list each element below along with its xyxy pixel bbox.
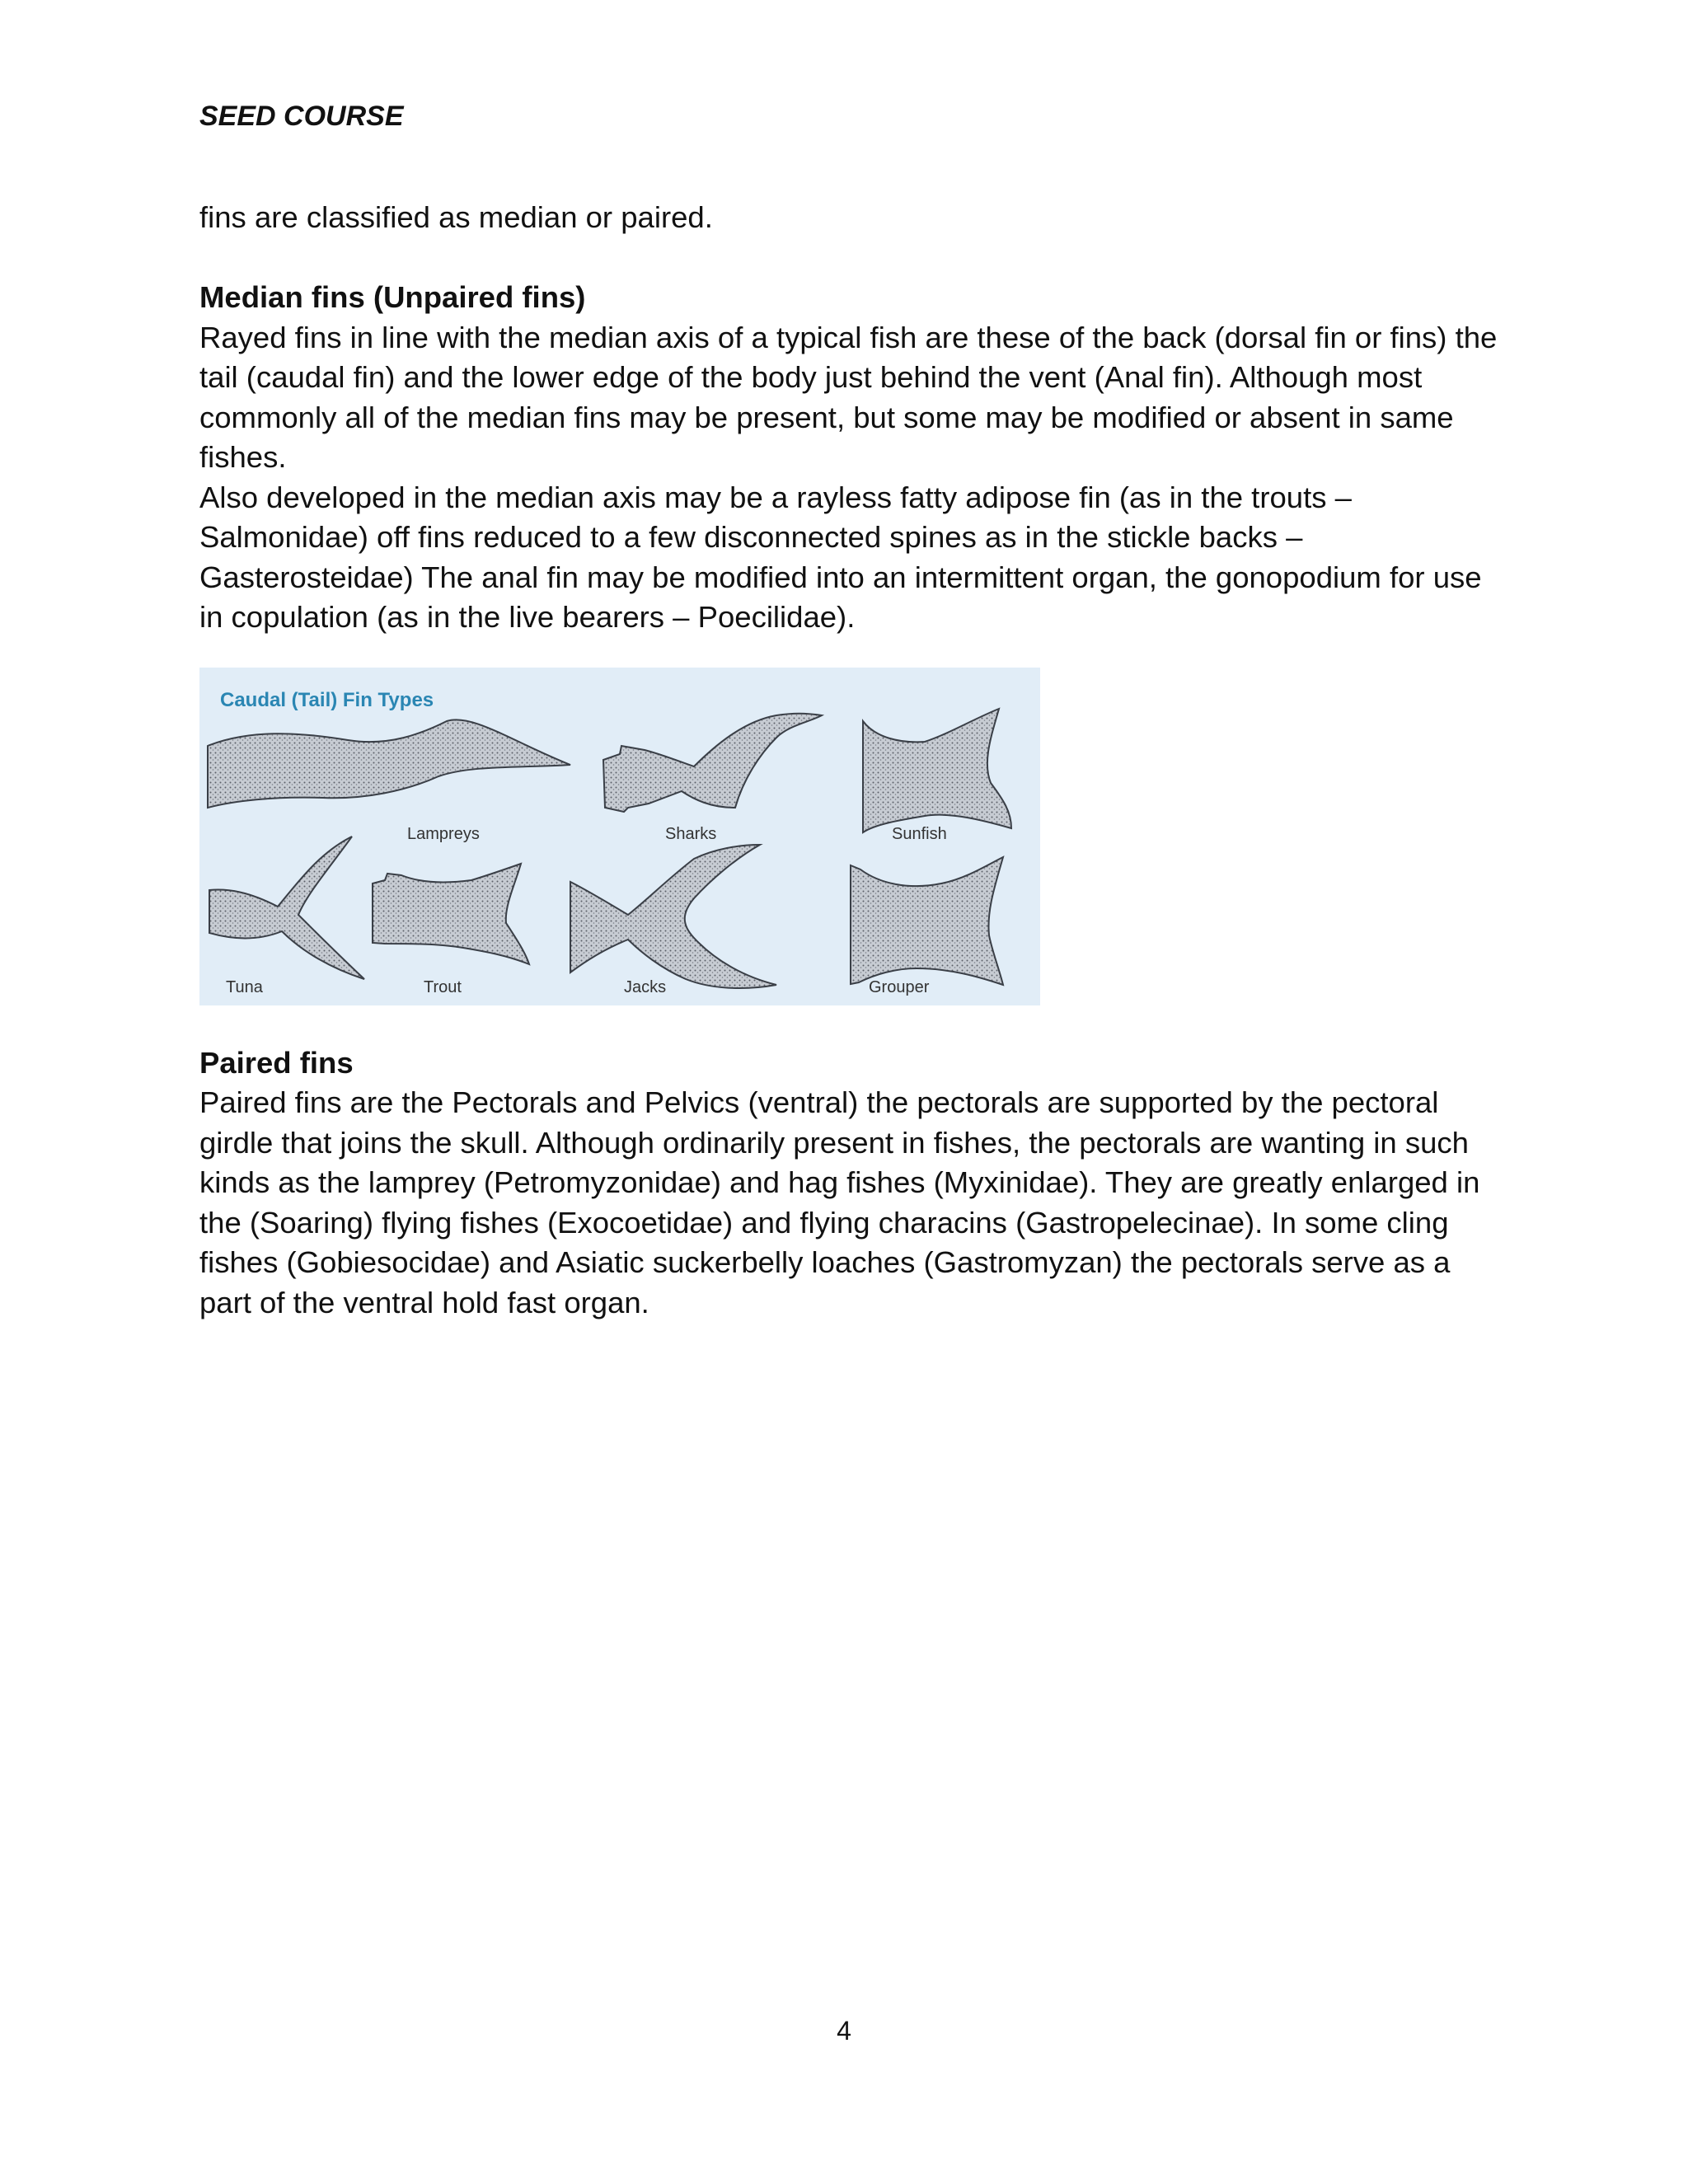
- page-body: [199, 198, 1502, 1323]
- label-tuna: Tuna: [226, 977, 263, 996]
- figure-title: Caudal (Tail) Fin Types: [220, 688, 434, 711]
- paired-fins-heading: Paired fins: [199, 1045, 354, 1080]
- label-jacks: Jacks: [624, 977, 667, 996]
- label-lampreys: Lampreys: [407, 824, 480, 843]
- label-trout: Trout: [424, 977, 462, 996]
- page-number: 4: [837, 2016, 851, 2046]
- jacks-tail-shape: [570, 845, 776, 988]
- median-fins-heading: Median fins (Unpaired fins): [199, 280, 586, 314]
- lamprey-tail-shape: [208, 719, 570, 808]
- caudal-fin-types-figure: [199, 668, 1040, 1005]
- label-grouper: Grouper: [869, 977, 930, 996]
- median-fins-paragraph-1: Rayed fins in line with the median axis of a typical fish are these of the back (dorsal fin or fins) the tail (caudal fin) and the lower edge of the body just behind the vent (Anal fin). Although most commonly all of the median fins may be present, but some may be modified or absent in same fishes.: [199, 320, 1498, 474]
- running-header: SEED COURSE: [199, 101, 404, 132]
- median-fins-paragraph-2: Also developed in the median axis may be a rayless fatty adipose fin (as in the trouts – Salmonidae) off fins reduced to a few disconnected spines as in the stickle backs – Gasterosteidae) The anal fin may be modified into an intermittent organ, the gonopodium for use in copulation (as in the live bearers – Poecilidae).: [199, 480, 1482, 634]
- tuna-tail-shape: [209, 837, 364, 979]
- shark-tail-shape: [603, 713, 822, 811]
- intro-text: fins are classified as median or paired.: [199, 200, 713, 234]
- label-sunfish: Sunfish: [892, 824, 947, 843]
- grouper-tail-shape: [851, 857, 1003, 985]
- trout-tail-shape: [373, 864, 529, 964]
- label-sharks: Sharks: [665, 824, 717, 843]
- paired-fins-paragraph: Paired fins are the Pectorals and Pelvics (ventral) the pectorals are supported by the pectoral girdle that joins the skull. Although ordinarily present in fishes, the pectorals are wanting in such kinds as the lamprey (Petromyzonidae) and hag fishes (Myxinidae). They are greatly enlarged in the (Soaring) flying fishes (Exocoetidae) and flying characins (Gastropelecinae). In some cling fishes (Gobiesocidae) and Asiatic suckerbelly loaches (Gastromyzan) the pectorals serve as a part of the ventral hold fast organ.: [199, 1085, 1480, 1319]
